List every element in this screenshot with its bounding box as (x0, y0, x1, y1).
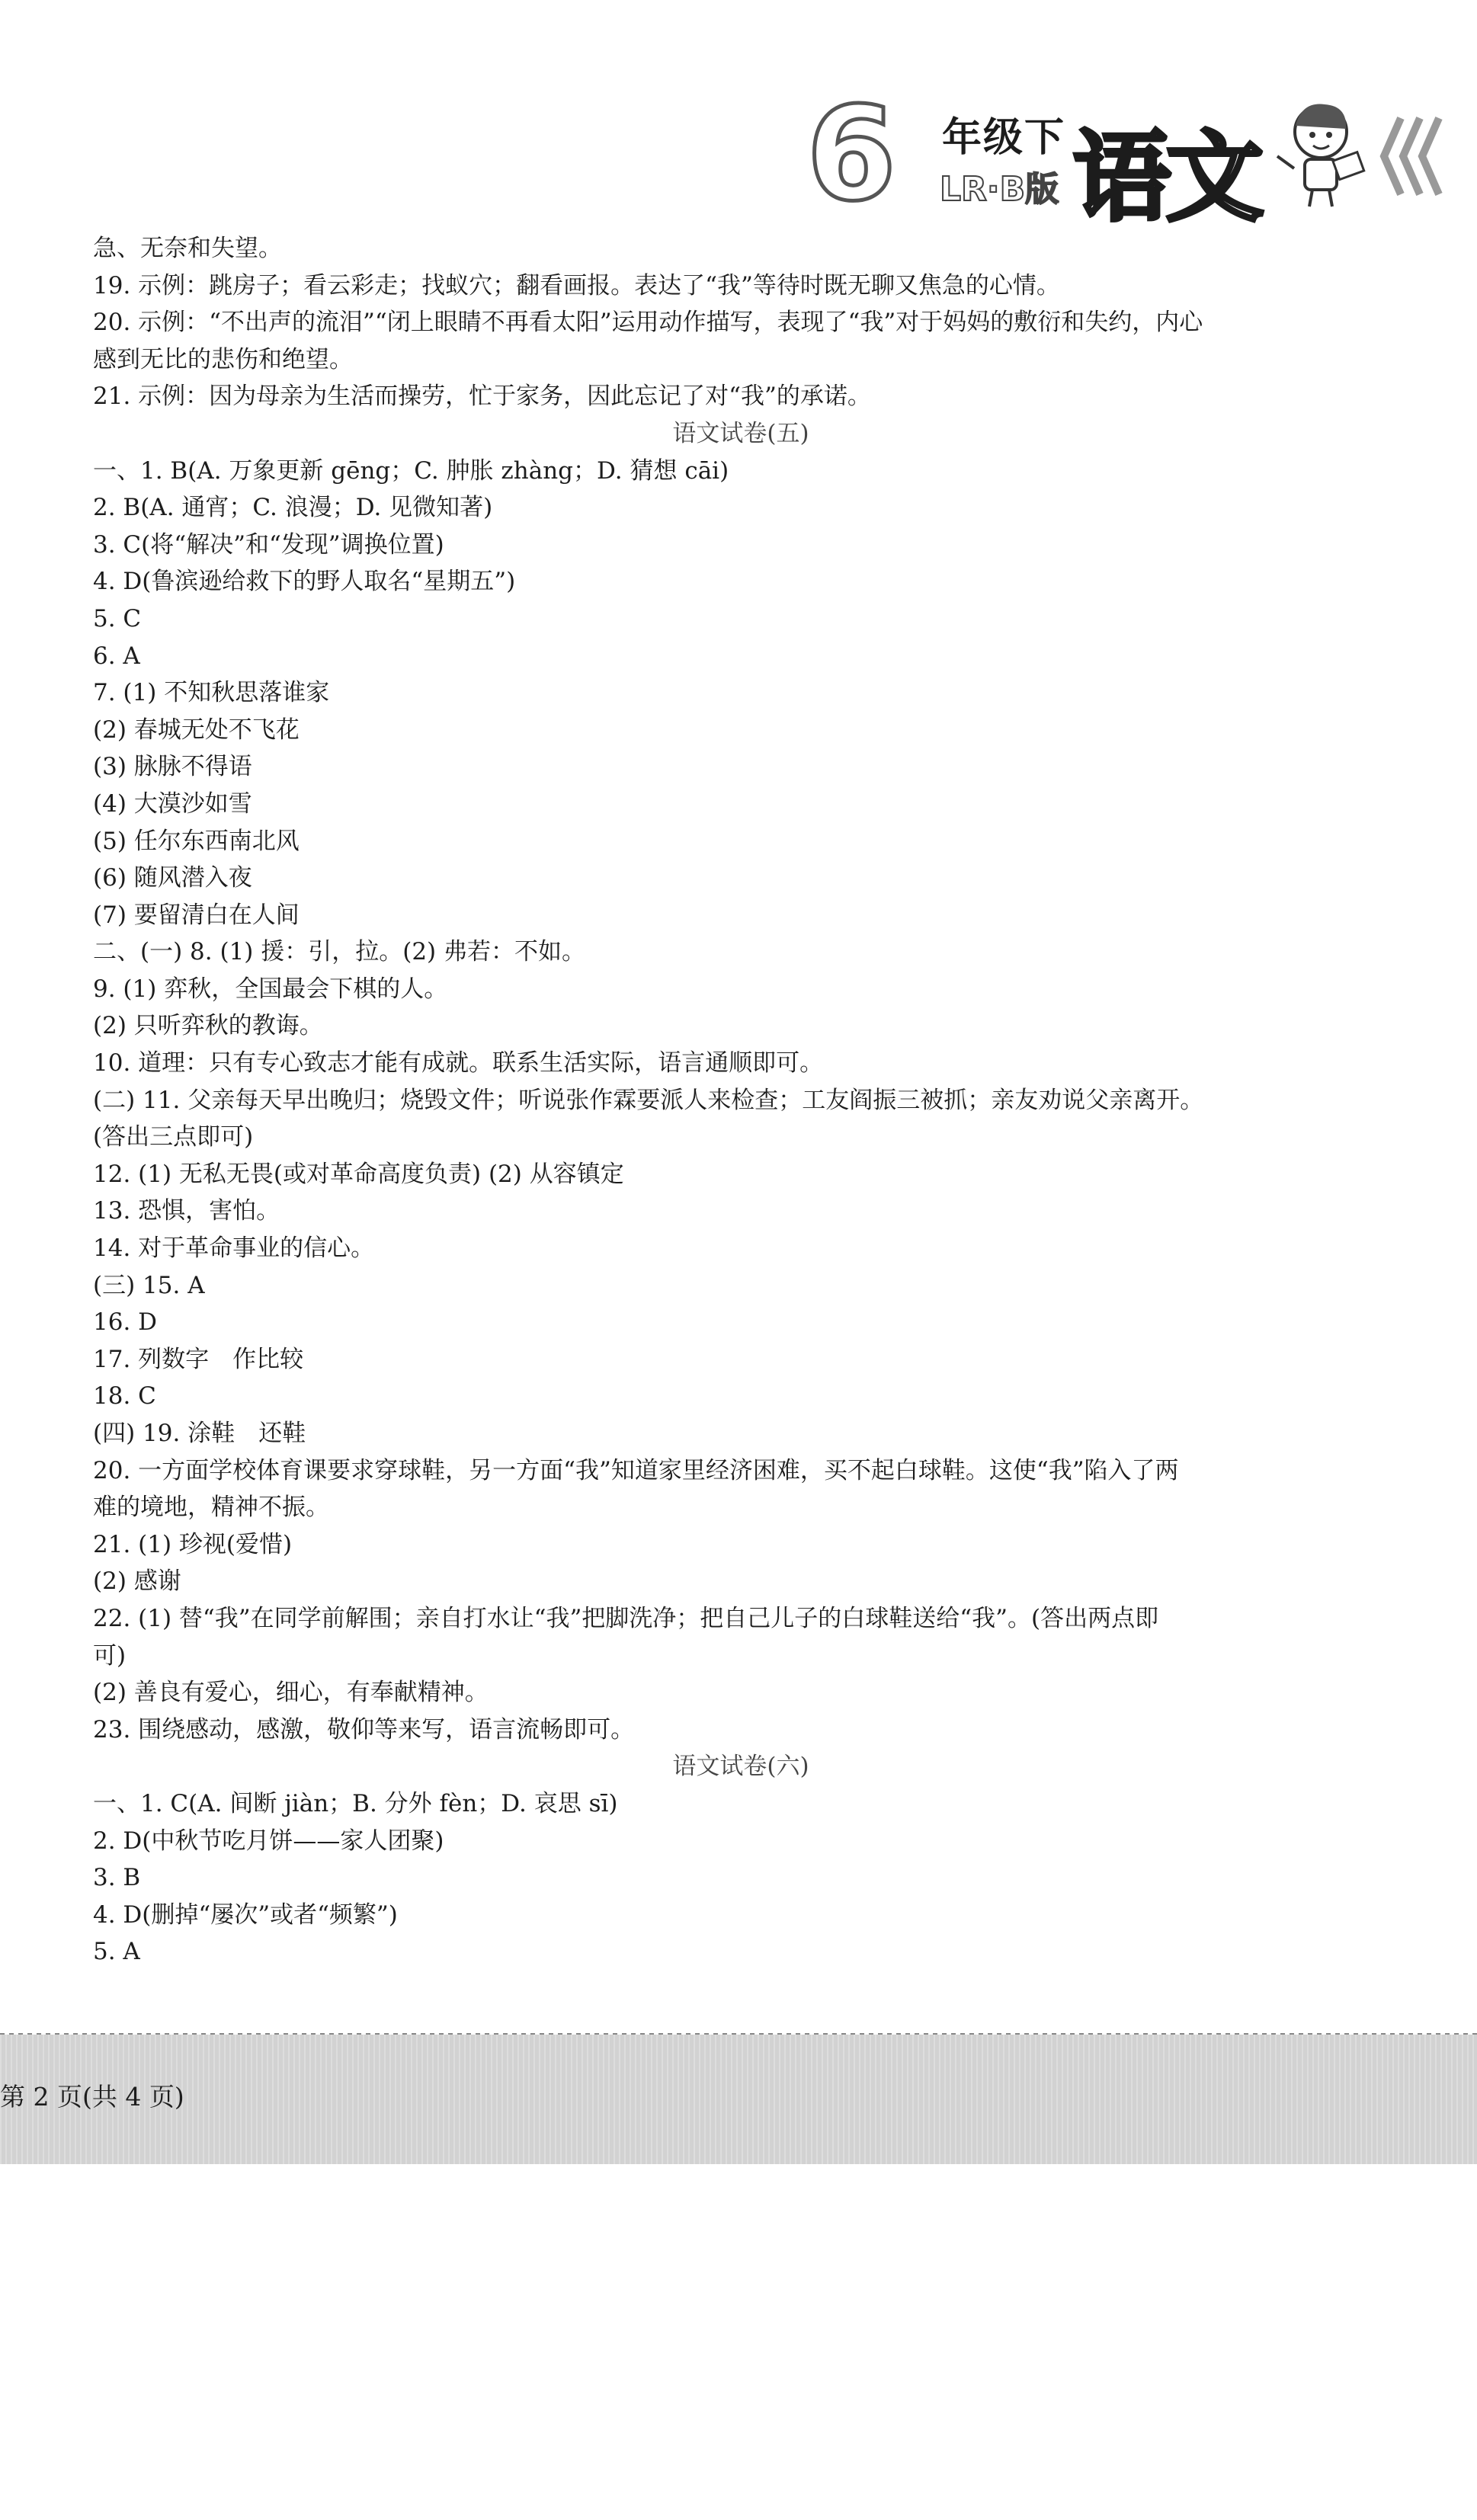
answer-line: 一、1. C(A. 间断 jiàn；B. 分外 fèn；D. 哀思 sī) (93, 1789, 618, 1817)
answer-line: 17. 列数字 作比较 (93, 1345, 304, 1373)
answer-line: 急、无奈和失望。 (93, 235, 282, 262)
grade-number: 6 (806, 79, 897, 230)
answer-line: 5. C (93, 604, 142, 632)
answer-line: (2) 春城无处不飞花 (93, 716, 300, 744)
answer-line: 一、1. B(A. 万象更新 gēng；C. 肿胀 zhàng；D. 猜想 cāi) (93, 456, 729, 485)
answer-line: 12. (1) 无私无畏(或对革命高度负责) (2) 从容镇定 (93, 1160, 624, 1188)
subject-title: 语文 (1073, 121, 1260, 235)
answer-line: 14. 对于革命事业的信心。 (93, 1234, 375, 1263)
answer-line: (7) 要留清白在人间 (93, 901, 300, 929)
answer-line: 21. (1) 珍视(爱惜) (93, 1530, 293, 1558)
answer-line: 二、(一) 8. (1) 援：引，拉。(2) 弗若：不如。 (93, 938, 586, 966)
answer-line: 2. B(A. 通宵；C. 浪漫；D. 见微知著) (93, 494, 493, 522)
answer-line: 20. 示例：“不出声的流泪”“闭上眼睛不再看太阳”运用动作描写，表现了“我”对于妈妈的敷衍和失约，内心 (93, 309, 1203, 337)
answer-line: 7. (1) 不知秋思落谁家 (93, 679, 330, 707)
answer-line: 难的境地，精神不振。 (93, 1494, 329, 1522)
answer-line: (3) 脉脉不得语 (93, 753, 252, 781)
page-footer (0, 2035, 1477, 2164)
answer-line: (4) 大漠沙如雪 (93, 789, 252, 818)
answer-line: 9. (1) 弈秋，全国最会下棋的人。 (93, 975, 448, 1003)
answer-line: 6. A (93, 642, 140, 670)
section-heading: 语文试卷(六) (672, 1753, 809, 1781)
page-number: 第 2 页(共 4 页) (0, 2082, 184, 2112)
answer-line: 21. 示例：因为母亲为生活而操劳，忙于家务，因此忘记了对“我”的承诺。 (93, 383, 871, 411)
answer-line: (2) 善良有爱心，细心，有奉献精神。 (93, 1679, 489, 1707)
answer-line: 10. 道理：只有专心致志才能有成就。联系生活实际，语言通顺即可。 (93, 1049, 824, 1077)
answer-line: 18. C (93, 1382, 156, 1410)
answer-line: 感到无比的悲伤和绝望。 (93, 345, 353, 373)
answer-line: 5. A (93, 1938, 140, 1966)
answer-line: 19. 示例：跳房子；看云彩走；找蚁穴；翻看画报。表达了“我”等待时既无聊又焦急的心情。 (93, 271, 1060, 299)
answer-line: (二) 11. 父亲每天早出晚归；烧毁文件；听说张作霖要派人来检查；工友阎振三被抓；亲友劝说父亲离开。 (93, 1086, 1204, 1114)
edition-label: LR·B版 (940, 170, 1059, 209)
grade-label: 年级下 (942, 115, 1066, 161)
answer-line: (四) 19. 涂鞋 还鞋 (93, 1420, 306, 1447)
answer-line: (2) 只听弈秋的教诲。 (93, 1012, 323, 1040)
answer-line: 3. C(将“解决”和“发现”调换位置) (93, 530, 444, 559)
section-heading: 语文试卷(五) (672, 419, 809, 447)
answer-content (93, 230, 1389, 1971)
answer-line: 3. B (93, 1864, 141, 1892)
answer-line: (答出三点即可) (93, 1123, 254, 1151)
answer-line: (三) 15. A (93, 1271, 205, 1299)
answer-line: (6) 随风潜入夜 (93, 864, 252, 892)
answer-line: (2) 感谢 (93, 1567, 181, 1596)
chevron-decoration-icon (1378, 114, 1447, 198)
page-header (745, 79, 1447, 235)
answer-line: 20. 一方面学校体育课要求穿球鞋，另一方面“我”知道家里经济困难，买不起白球鞋。这使“我”陷入了两 (93, 1456, 1179, 1484)
answer-line: 4. D(删掉“屡次”或者“频繁”) (93, 1900, 398, 1929)
answer-line: 4. D(鲁滨逊给救下的野人取名“星期五”) (93, 568, 516, 596)
answer-line: 16. D (93, 1308, 158, 1337)
answer-line: 22. (1) 替“我”在同学前解围；亲自打水让“我”把脚洗净；把自己儿子的白球鞋送给“我”。(答出两点即 (93, 1604, 1159, 1632)
answer-line: 23. 围绕感动，感激，敬仰等来写，语言流畅即可。 (93, 1715, 635, 1744)
answer-line: 可) (93, 1641, 127, 1670)
answer-line: 2. D(中秋节吃月饼——家人团聚) (93, 1827, 444, 1855)
mascot-icon (1271, 95, 1370, 210)
answer-line: (5) 任尔东西南北风 (93, 827, 300, 855)
answer-line: 13. 恐惧，害怕。 (93, 1197, 280, 1225)
